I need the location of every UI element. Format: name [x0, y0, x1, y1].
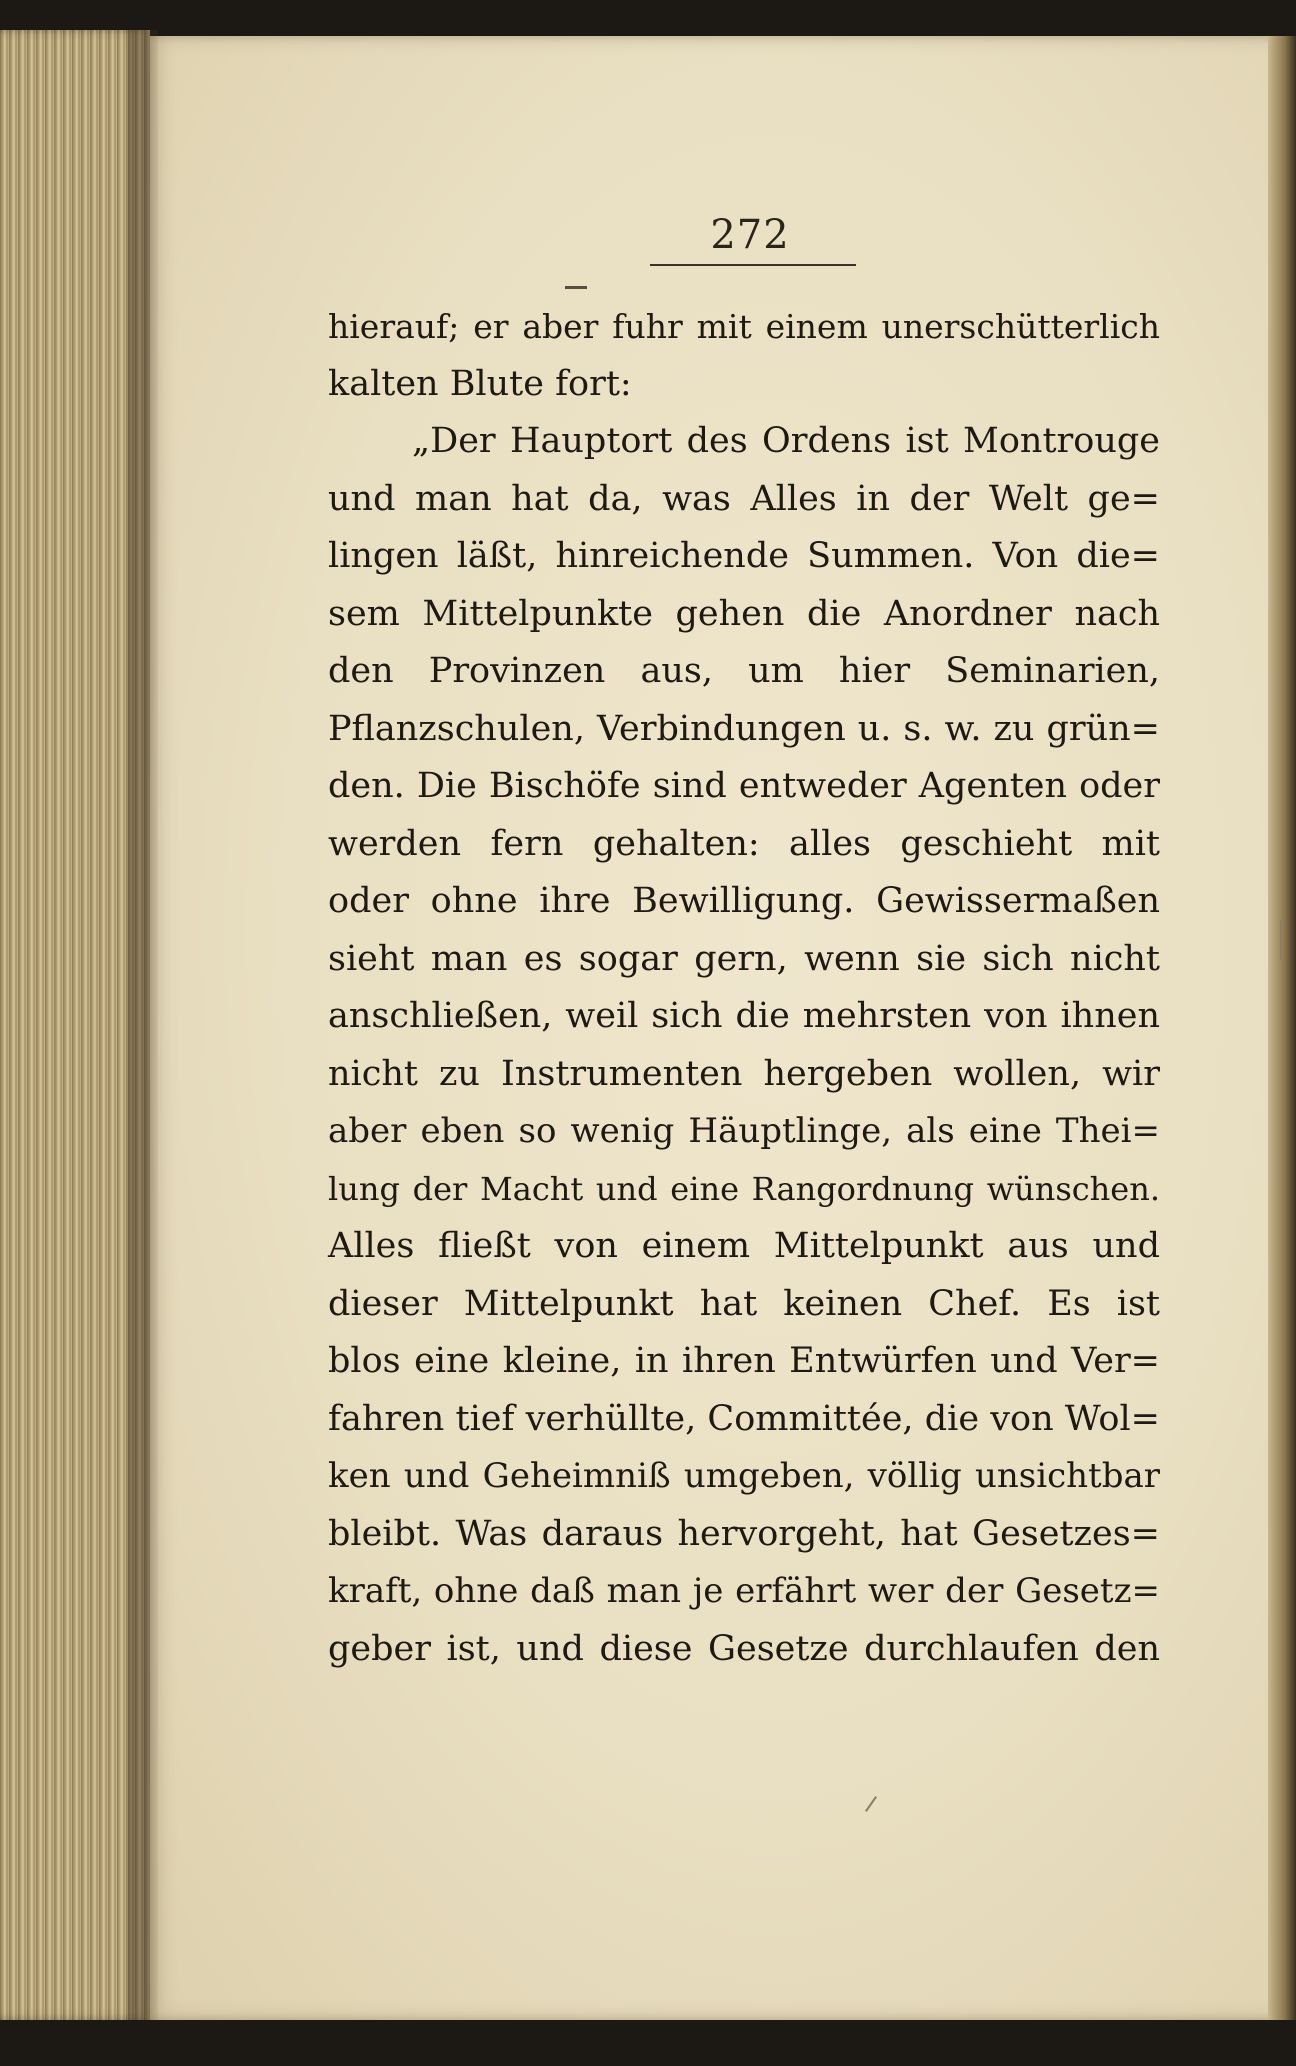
text-line: lingen läßt, hinreichende Summen. Von die= — [328, 536, 1160, 576]
page-number: 272 — [710, 212, 790, 258]
paper-blemish — [1280, 920, 1282, 960]
text-line: und man hat da, was Alles in der Welt ge= — [328, 478, 1160, 519]
text-line: hierauf; er aber fuhr mit einem unerschütterlich — [328, 307, 1160, 346]
text-line: anschließen, weil sich die mehrsten von ihnen — [328, 996, 1160, 1036]
text-line: den Provinzen aus, um hier Seminarien, — [328, 651, 1160, 691]
text-line: dieser Mittelpunkt hat keinen Chef. Es ist — [328, 1283, 1160, 1324]
text-line: werden fern gehalten: alles geschieht mit — [328, 823, 1160, 864]
text-line: geber ist, und diese Gesetze durchlaufen den — [328, 1628, 1160, 1669]
text-line: bleibt. Was daraus hervorgeht, hat Gesetzes= — [328, 1513, 1160, 1554]
text-line: fahren tief verhüllte, Committée, die von Wol= — [328, 1398, 1160, 1439]
text-line: „Der Hauptort des Ordens ist Montrouge — [412, 421, 1160, 461]
text-line: Alles fließt von einem Mittelpunkt aus und — [328, 1226, 1160, 1266]
text-line: ken und Geheimniß umgeben, völlig unsichtbar — [328, 1456, 1160, 1496]
text-line: aber eben so wenig Häuptlinge, als eine Thei= — [328, 1111, 1160, 1151]
gutter-shadow — [128, 30, 158, 2020]
text-line: blos eine kleine, in ihren Entwürfen und Ver= — [328, 1341, 1160, 1381]
dash-mark — [565, 286, 587, 289]
text-line: nicht zu Instrumenten hergeben wollen, wir — [328, 1053, 1160, 1094]
page-right-edge — [1268, 36, 1296, 2020]
text-line: sieht man es sogar gern, wenn sie sich nicht — [328, 938, 1160, 979]
text-line: kraft, ohne daß man je erfährt wer der Gesetz= — [328, 1571, 1160, 1611]
text-line: oder ohne ihre Bewilligung. Gewissermaßen — [328, 881, 1160, 921]
body-text — [328, 298, 1160, 1678]
text-line: lung der Macht und eine Rangordnung wünschen. — [328, 1169, 1160, 1208]
header-rule — [650, 264, 856, 266]
text-line: Pflanzschulen, Verbindungen u. s. w. zu grün= — [328, 708, 1160, 749]
text-line: den. Die Bischöfe sind entweder Agenten oder — [328, 766, 1160, 806]
text-line: sem Mittelpunkte gehen die Anordner nach — [328, 593, 1160, 634]
text-line: kalten Blute fort: — [328, 363, 632, 404]
